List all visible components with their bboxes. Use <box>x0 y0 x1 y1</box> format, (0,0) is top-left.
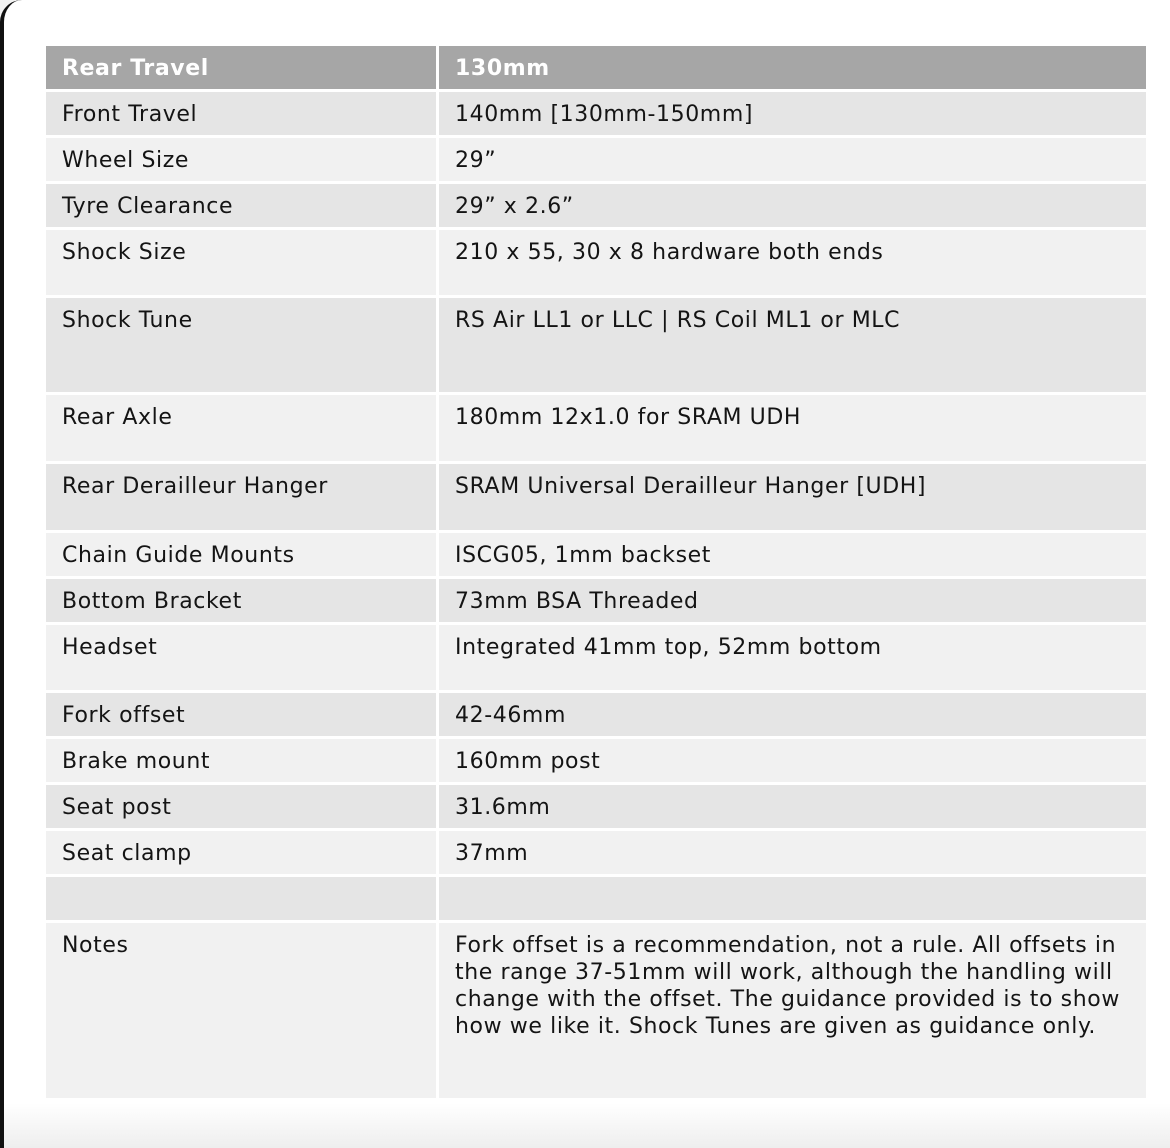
spec-label: Seat post <box>46 785 439 831</box>
spec-value: 210 x 55, 30 x 8 hardware both ends <box>439 230 1146 298</box>
spec-label: Chain Guide Mounts <box>46 533 439 579</box>
spec-value: 130mm <box>439 46 1146 92</box>
spec-value: 31.6mm <box>439 785 1146 831</box>
spec-label <box>46 877 439 923</box>
spec-label: Notes <box>46 923 439 1101</box>
spec-label: Bottom Bracket <box>46 579 439 625</box>
spec-value: Integrated 41mm top, 52mm bottom <box>439 625 1146 693</box>
spec-row-empty <box>46 877 1146 923</box>
spec-row-front-travel <box>46 92 1146 138</box>
spec-row-bottom-bracket <box>46 579 1146 625</box>
spec-row-seat-post <box>46 785 1146 831</box>
spec-label: Seat clamp <box>46 831 439 877</box>
spec-value: 73mm BSA Threaded <box>439 579 1146 625</box>
spec-value: SRAM Universal Derailleur Hanger [UDH] <box>439 464 1146 533</box>
spec-value: 29” <box>439 138 1146 184</box>
spec-value: RS Air LL1 or LLC | RS Coil ML1 or MLC <box>439 298 1146 395</box>
spec-label: Wheel Size <box>46 138 439 184</box>
spec-row-brake-mount <box>46 739 1146 785</box>
spec-value: 29” x 2.6” <box>439 184 1146 230</box>
spec-label: Tyre Clearance <box>46 184 439 230</box>
spec-label: Front Travel <box>46 92 439 138</box>
spec-label: Rear Derailleur Hanger <box>46 464 439 533</box>
spec-row-chain-guide-mounts <box>46 533 1146 579</box>
spec-label: Brake mount <box>46 739 439 785</box>
notes-text: Fork offset is a recommendation, not a rule. All offsets in the range 37-51mm will work, although the handling will change with the offset. The guidance provided is to show how we like it. Shock Tunes are given as guidance only. <box>439 923 1146 1101</box>
spec-row-shock-size <box>46 230 1146 298</box>
spec-value: 37mm <box>439 831 1146 877</box>
spec-row-shock-tune <box>46 298 1146 395</box>
spec-label: Rear Travel <box>46 46 439 92</box>
spec-row-rear-axle <box>46 395 1146 464</box>
spec-row-fork-offset <box>46 693 1146 739</box>
bottom-fade <box>4 1103 1170 1148</box>
spec-value: 160mm post <box>439 739 1146 785</box>
spec-label: Shock Size <box>46 230 439 298</box>
spec-label: Rear Axle <box>46 395 439 464</box>
spec-label: Shock Tune <box>46 298 439 395</box>
spec-row-tyre-clearance <box>46 184 1146 230</box>
spec-label: Headset <box>46 625 439 693</box>
spec-table <box>46 46 1146 1101</box>
spec-row-headset <box>46 625 1146 693</box>
spec-label: Fork offset <box>46 693 439 739</box>
spec-row-wheel-size <box>46 138 1146 184</box>
spec-value: ISCG05, 1mm backset <box>439 533 1146 579</box>
spec-row-rear-derailleur-hanger <box>46 464 1146 533</box>
spec-value <box>439 877 1146 923</box>
spec-value: 180mm 12x1.0 for SRAM UDH <box>439 395 1146 464</box>
spec-value: 42-46mm <box>439 693 1146 739</box>
spec-row-seat-clamp <box>46 831 1146 877</box>
spec-row-rear-travel <box>46 46 1146 92</box>
spec-value: 140mm [130mm-150mm] <box>439 92 1146 138</box>
spec-row-notes <box>46 923 1146 1101</box>
